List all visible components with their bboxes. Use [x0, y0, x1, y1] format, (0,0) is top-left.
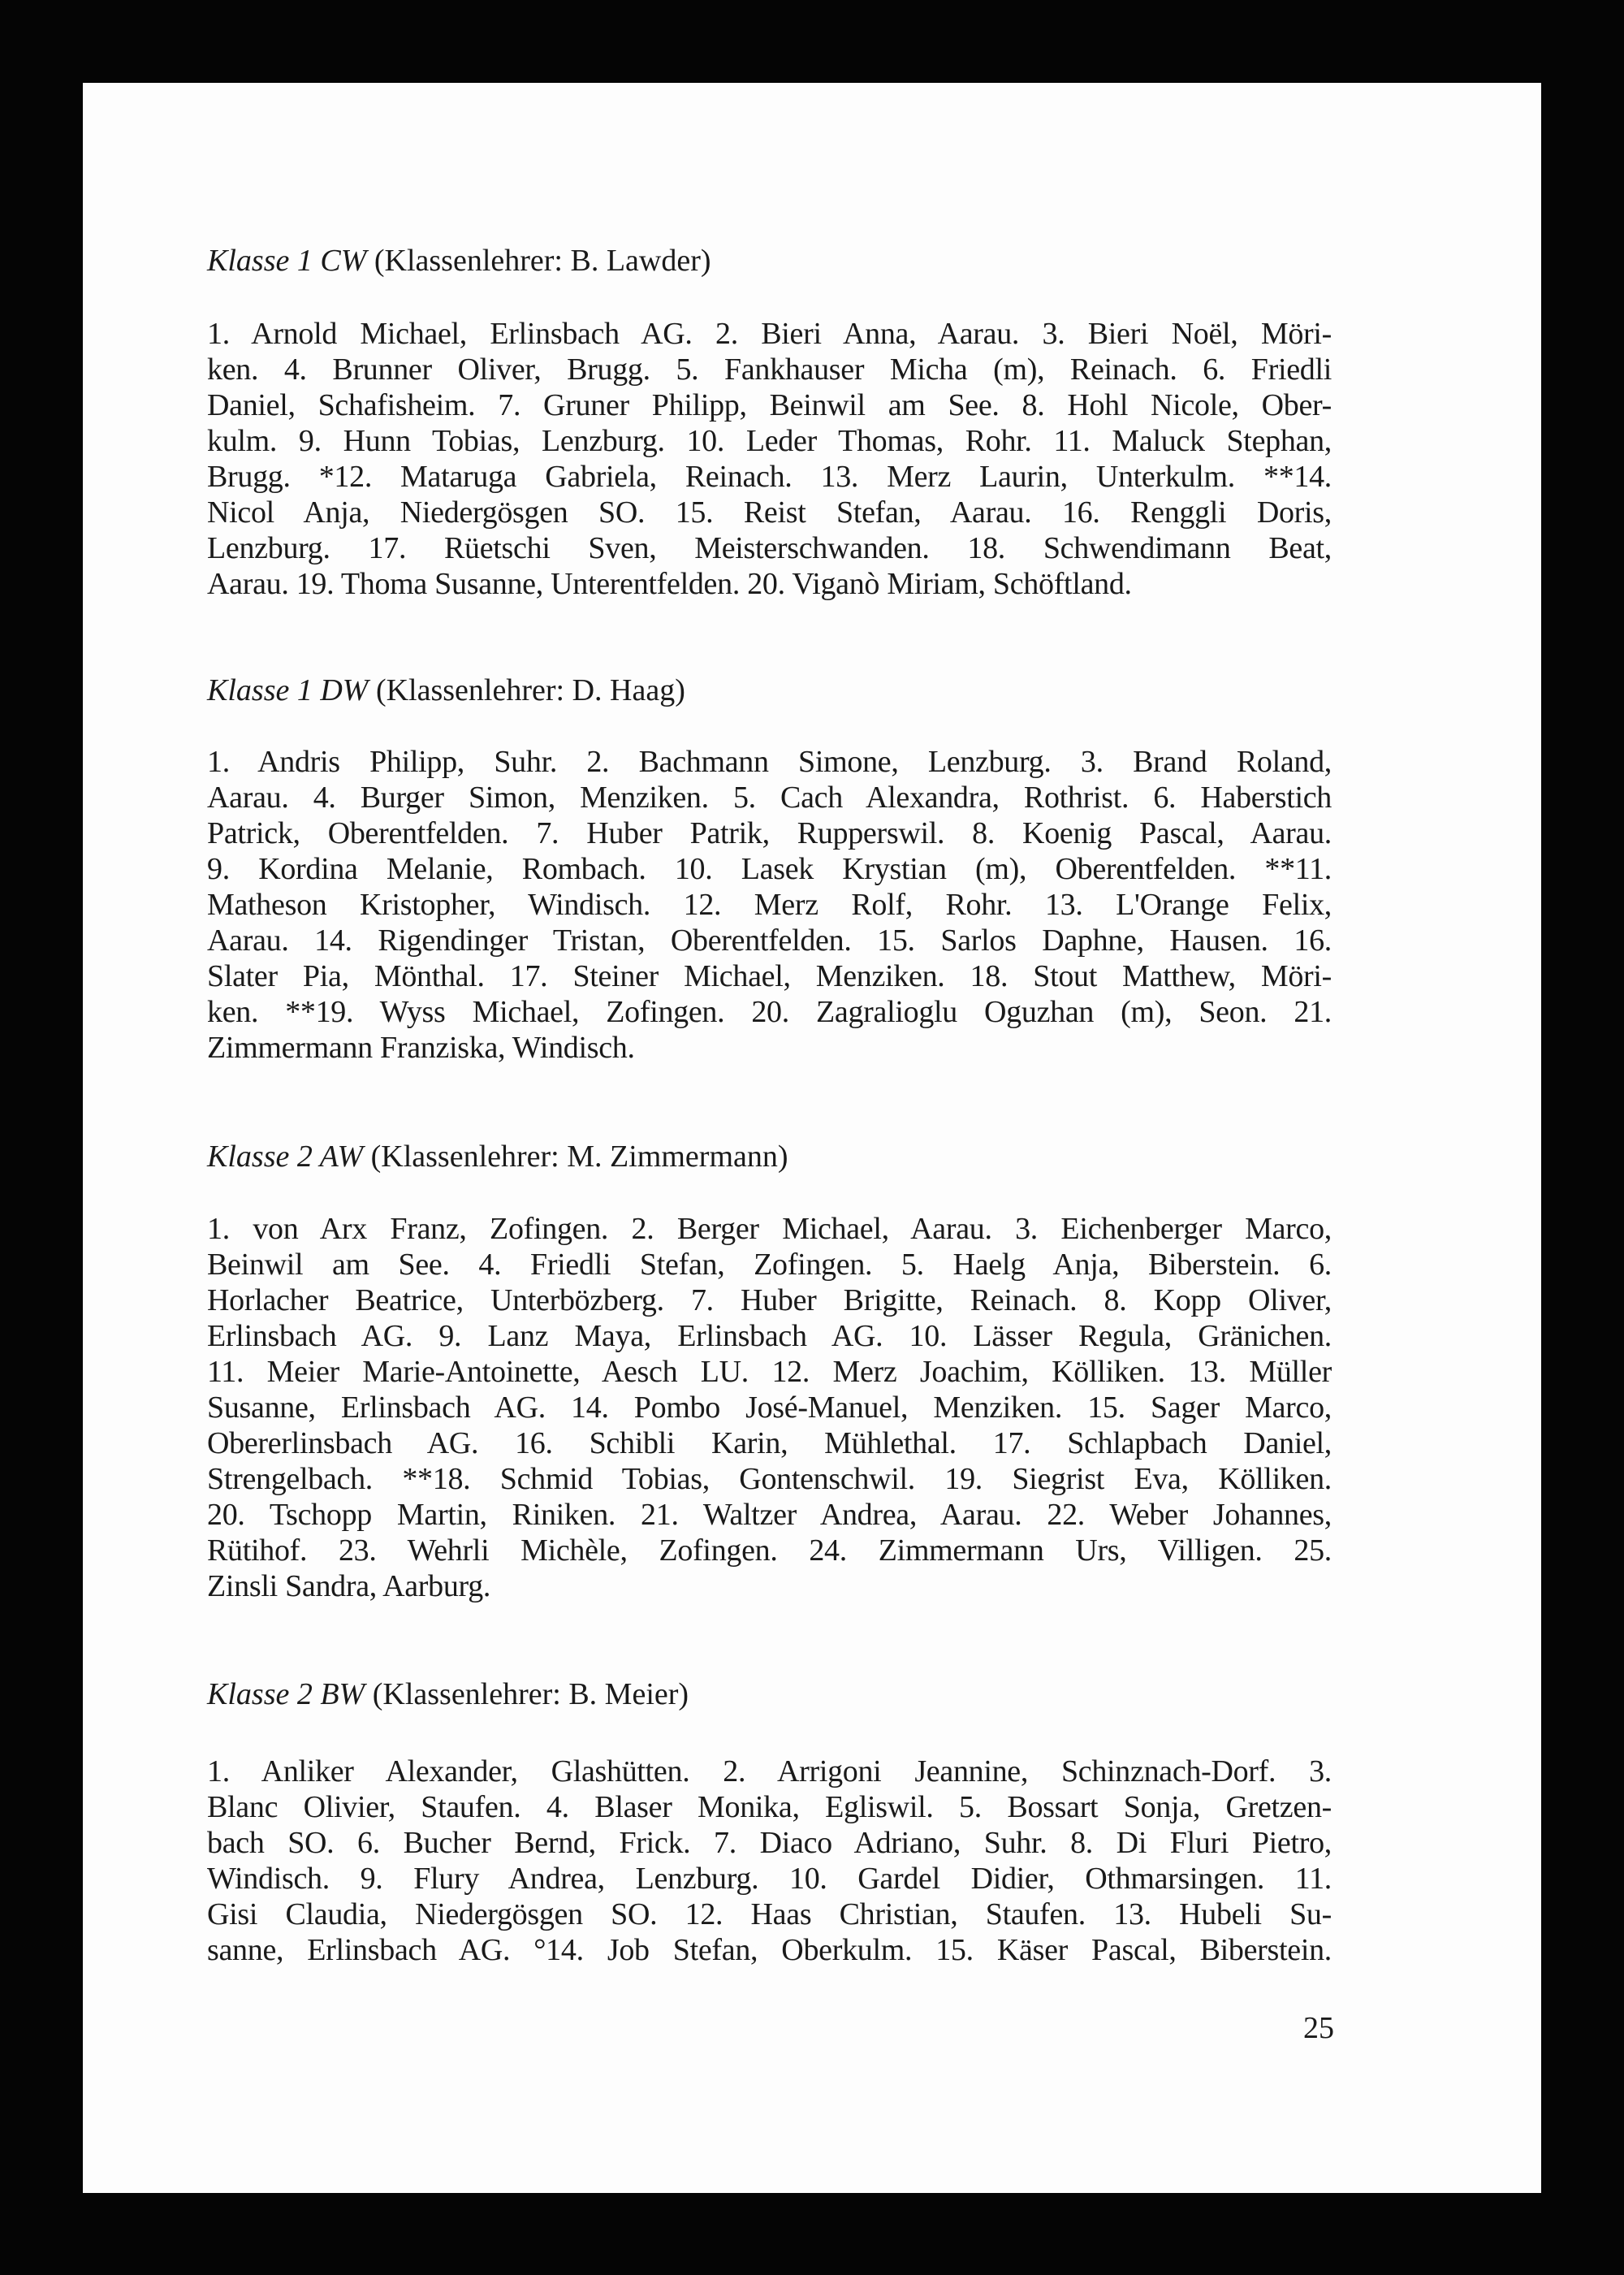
class-label: Klasse 1 DW	[207, 673, 369, 707]
text-line: sanne, Erlinsbach AG. °14. Job Stefan, Oberkulm. 15. Käser Pascal, Biberstein.	[207, 1933, 1332, 1967]
class-label: Klasse 2 BW	[207, 1677, 365, 1711]
text-line: 9. Kordina Melanie, Rombach. 10. Lasek Krystian (m), Oberentfelden. **11.	[207, 852, 1332, 886]
text-line: Horlacher Beatrice, Unterbözberg. 7. Huber Brigitte, Reinach. 8. Kopp Oliver,	[207, 1283, 1332, 1317]
text-line: ken. **19. Wyss Michael, Zofingen. 20. Zagralioglu Oguzhan (m), Seon. 21.	[207, 995, 1332, 1029]
text-line: Brugg. *12. Mataruga Gabriela, Reinach. 13. Merz Laurin, Unterkulm. **14.	[207, 460, 1332, 494]
text-line: Erlinsbach AG. 9. Lanz Maya, Erlinsbach AG. 10. Lässer Regula, Gränichen.	[207, 1319, 1332, 1353]
text-line: ken. 4. Brunner Oliver, Brugg. 5. Fankhauser Micha (m), Reinach. 6. Friedli	[207, 352, 1332, 387]
class-heading	[207, 1676, 689, 1712]
student-list	[207, 744, 1332, 1066]
text-line: Aarau. 19. Thoma Susanne, Unterentfelden. 20. Viganò Miriam, Schöftland.	[207, 567, 1132, 601]
text-line: Obererlinsbach AG. 16. Schibli Karin, Mühlethal. 17. Schlapbach Daniel,	[207, 1426, 1332, 1460]
student-list	[207, 1211, 1332, 1604]
text-line: Aarau. 4. Burger Simon, Menziken. 5. Cach Alexandra, Rothrist. 6. Haberstich	[207, 781, 1332, 815]
text-line: 1. Andris Philipp, Suhr. 2. Bachmann Simone, Lenzburg. 3. Brand Roland,	[207, 745, 1332, 779]
class-heading	[207, 243, 711, 279]
text-line: Beinwil am See. 4. Friedli Stefan, Zofingen. 5. Haelg Anja, Biberstein. 6.	[207, 1248, 1332, 1282]
page-number: 25	[1303, 2011, 1334, 2045]
text-line: 11. Meier Marie-Antoinette, Aesch LU. 12. Merz Joachim, Kölliken. 13. Müller	[207, 1355, 1332, 1389]
text-line: kulm. 9. Hunn Tobias, Lenzburg. 10. Leder Thomas, Rohr. 11. Maluck Stephan,	[207, 424, 1332, 458]
teacher-label: (Klassenlehrer: M. Zimmermann)	[370, 1140, 788, 1174]
text-line: 20. Tschopp Martin, Riniken. 21. Waltzer Andrea, Aarau. 22. Weber Johannes,	[207, 1498, 1332, 1532]
text-line: Blanc Olivier, Staufen. 4. Blaser Monika, Egliswil. 5. Bossart Sonja, Gretzen-	[207, 1790, 1332, 1824]
text-line: 1. von Arx Franz, Zofingen. 2. Berger Michael, Aarau. 3. Eichenberger Marco,	[207, 1212, 1332, 1246]
text-line: bach SO. 6. Bucher Bernd, Frick. 7. Diaco Adriano, Suhr. 8. Di Fluri Pietro,	[207, 1826, 1332, 1860]
text-line: 1. Anliker Alexander, Glashütten. 2. Arrigoni Jeannine, Schinznach-Dorf. 3.	[207, 1754, 1332, 1788]
student-list	[207, 316, 1332, 602]
text-line: Strengelbach. **18. Schmid Tobias, Gontenschwil. 19. Siegrist Eva, Kölliken.	[207, 1462, 1332, 1496]
student-list	[207, 1754, 1332, 1968]
text-line: Windisch. 9. Flury Andrea, Lenzburg. 10. Gardel Didier, Othmarsingen. 11.	[207, 1862, 1332, 1896]
text-line: Zinsli Sandra, Aarburg.	[207, 1569, 491, 1603]
teacher-label: (Klassenlehrer: B. Meier)	[372, 1677, 689, 1711]
text-line: Daniel, Schafisheim. 7. Gruner Philipp, Beinwil am See. 8. Hohl Nicole, Ober-	[207, 388, 1332, 422]
text-line: Lenzburg. 17. Rüetschi Sven, Meisterschwanden. 18. Schwendimann Beat,	[207, 531, 1332, 565]
text-line: Slater Pia, Mönthal. 17. Steiner Michael, Menziken. 18. Stout Matthew, Möri-	[207, 959, 1332, 993]
text-line: Rütihof. 23. Wehrli Michèle, Zofingen. 24. Zimmermann Urs, Villigen. 25.	[207, 1533, 1332, 1568]
text-line: Zimmermann Franziska, Windisch.	[207, 1031, 635, 1065]
text-line: Matheson Kristopher, Windisch. 12. Merz Rolf, Rohr. 13. L'Orange Felix,	[207, 888, 1332, 922]
class-heading	[207, 673, 685, 708]
text-line: Nicol Anja, Niedergösgen SO. 15. Reist Stefan, Aarau. 16. Renggli Doris,	[207, 495, 1332, 530]
text-line: Aarau. 14. Rigendinger Tristan, Oberentfelden. 15. Sarlos Daphne, Hausen. 16.	[207, 923, 1332, 958]
teacher-label: (Klassenlehrer: D. Haag)	[375, 673, 685, 707]
class-label: Klasse 2 AW	[207, 1140, 364, 1174]
teacher-label: (Klassenlehrer: B. Lawder)	[374, 244, 711, 278]
text-line: 1. Arnold Michael, Erlinsbach AG. 2. Bieri Anna, Aarau. 3. Bieri Noël, Möri-	[207, 317, 1332, 351]
text-line: Patrick, Oberentfelden. 7. Huber Patrik, Rupperswil. 8. Koenig Pascal, Aarau.	[207, 816, 1332, 850]
class-label: Klasse 1 CW	[207, 244, 367, 278]
text-line: Susanne, Erlinsbach AG. 14. Pombo José-Manuel, Menziken. 15. Sager Marco,	[207, 1391, 1332, 1425]
class-heading	[207, 1139, 788, 1174]
text-line: Gisi Claudia, Niedergösgen SO. 12. Haas Christian, Staufen. 13. Hubeli Su-	[207, 1897, 1332, 1931]
